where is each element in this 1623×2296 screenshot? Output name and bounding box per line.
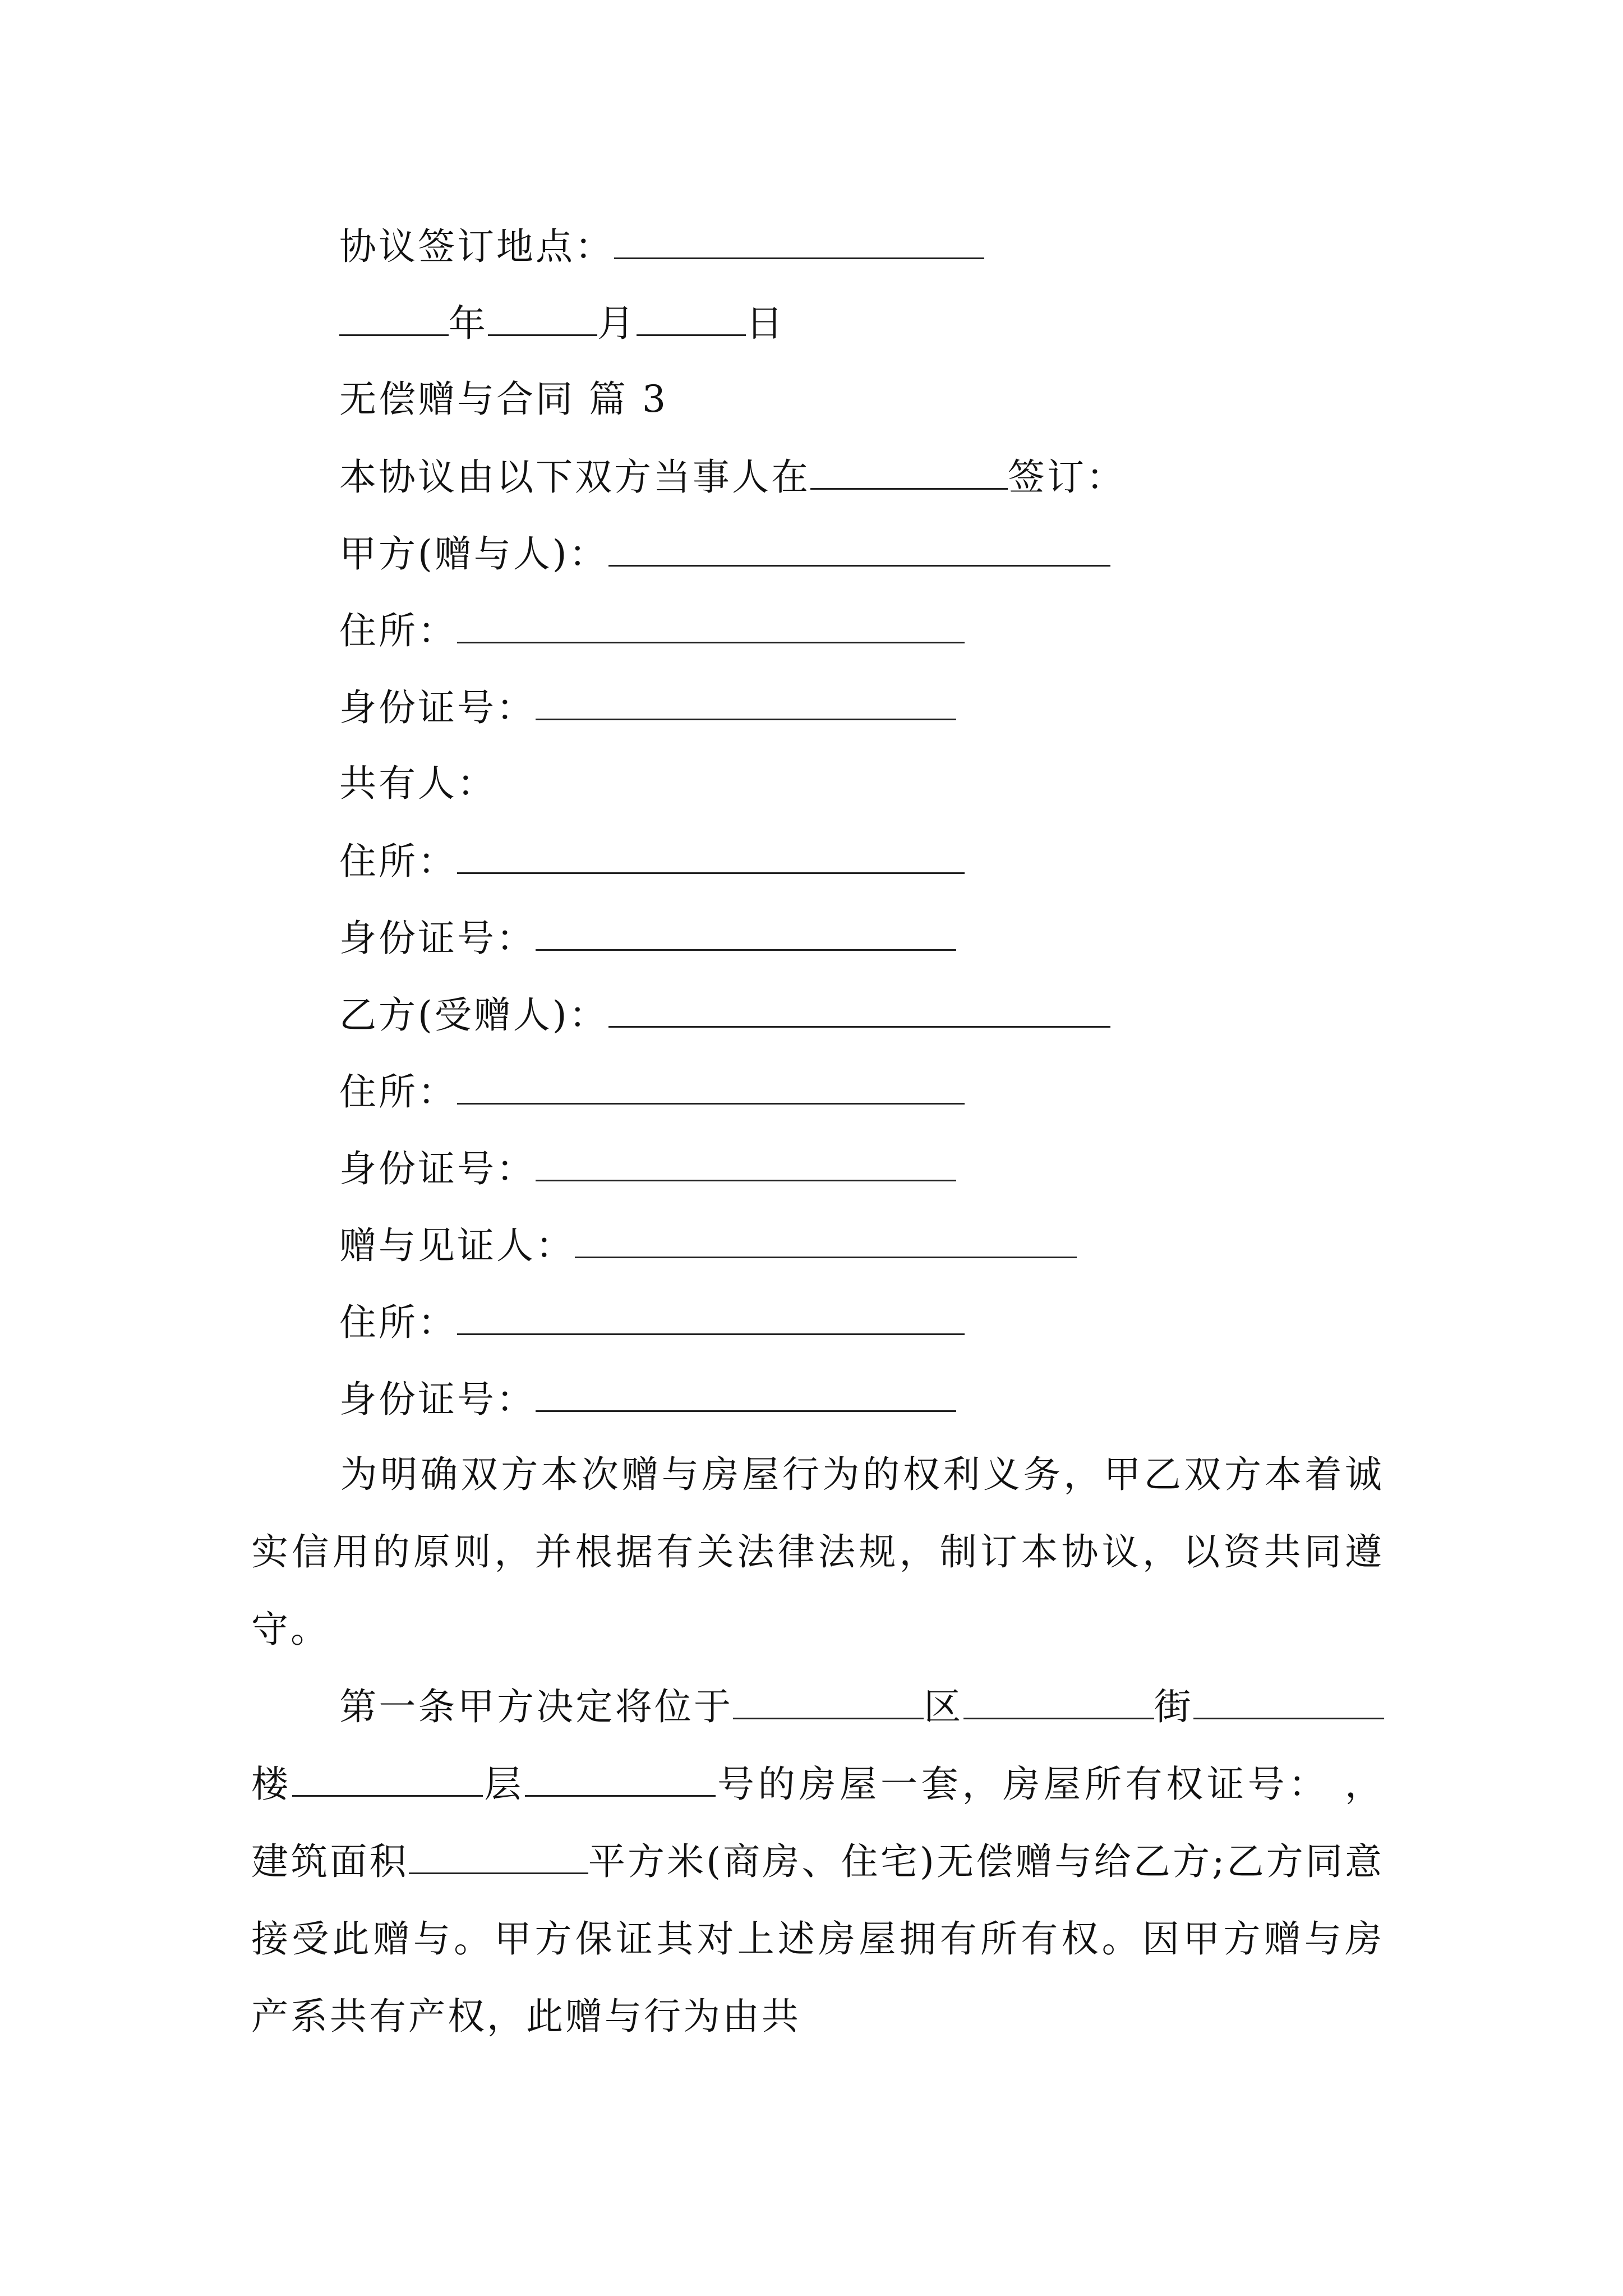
article-one-text-5: 层 (482, 1763, 525, 1806)
co-owner-label: 共有人： (339, 762, 496, 805)
year-blank[interactable] (339, 297, 449, 336)
article-one-text-3: 街 (1154, 1685, 1194, 1728)
room-number-blank[interactable] (525, 1759, 716, 1797)
building-blank[interactable] (1193, 1682, 1384, 1719)
donor-blank[interactable] (608, 528, 1110, 567)
month-label: 月 (597, 302, 637, 345)
sign-place-label: 协议签订地点： (339, 225, 614, 268)
co-owner-id-blank[interactable] (536, 912, 956, 951)
purpose-text: 为明确双方本次赠与房屋行为的权利义务，甲乙双方本着诚实信用的原则，并根据有关法律法规，制订本协议，以资共同遵守。 (251, 1453, 1384, 1651)
article-one-text-7: 平方米(商房、住宅)无偿赠与给乙方;乙方同意接受此赠与。甲方保证其对上述房屋拥有所有权。因甲方赠与房产系共有产权，此赠与行为由共 (251, 1840, 1384, 2038)
article-one-text-4: 楼 (251, 1763, 292, 1806)
donee-blank[interactable] (608, 989, 1110, 1028)
date-line (339, 297, 785, 349)
donor-id-blank[interactable] (536, 682, 956, 720)
co-owner-id-label: 身份证号： (339, 917, 536, 960)
co-owner-address-line (339, 835, 965, 887)
witness-address-label: 住所： (339, 1301, 457, 1344)
article-one-paragraph (251, 1668, 1384, 2055)
donor-line (339, 528, 1110, 579)
purpose-paragraph (251, 1436, 1384, 1668)
area-blank[interactable] (409, 1837, 588, 1874)
sign-place-line (339, 220, 984, 272)
donor-address-blank[interactable] (457, 605, 965, 643)
witness-blank[interactable] (575, 1220, 1077, 1258)
witness-address-blank[interactable] (457, 1296, 965, 1335)
intro-place-blank[interactable] (810, 451, 1008, 490)
donor-label: 甲方(赠与人)： (339, 532, 608, 576)
donee-address-blank[interactable] (457, 1066, 965, 1105)
donee-address-label: 住所： (339, 1070, 457, 1114)
donee-id-line (339, 1143, 956, 1194)
intro-after: 签订： (1008, 455, 1126, 499)
donor-address-label: 住所： (339, 609, 457, 652)
article-one-text-2: 区 (924, 1685, 963, 1728)
donee-id-label: 身份证号： (339, 1147, 536, 1190)
donee-label: 乙方(受赠人)： (339, 993, 608, 1037)
year-label: 年 (449, 302, 488, 345)
donor-address-line (339, 605, 965, 656)
donor-id-label: 身份证号： (339, 686, 536, 729)
district-blank[interactable] (733, 1682, 924, 1719)
day-blank[interactable] (637, 297, 746, 336)
section-title: 无偿赠与合同 篇 3 (339, 378, 668, 421)
floor-blank[interactable] (292, 1759, 483, 1797)
day-label: 日 (746, 302, 785, 345)
co-owner-address-blank[interactable] (457, 835, 965, 874)
month-blank[interactable] (488, 297, 597, 336)
donee-line (339, 989, 1110, 1041)
street-blank[interactable] (963, 1682, 1154, 1719)
co-owner-id-line (339, 912, 956, 964)
sign-place-blank[interactable] (614, 220, 984, 259)
co-owner-line (339, 758, 496, 809)
witness-address-line (339, 1296, 965, 1348)
witness-id-blank[interactable] (536, 1373, 956, 1412)
intro-line (339, 451, 1126, 503)
witness-label: 赠与见证人： (339, 1224, 575, 1267)
witness-id-label: 身份证号： (339, 1378, 536, 1421)
co-owner-address-label: 住所： (339, 840, 457, 883)
donor-id-line (339, 682, 956, 733)
witness-line (339, 1220, 1077, 1271)
donee-address-line (339, 1066, 965, 1117)
witness-id-line (339, 1373, 956, 1425)
article-one-text-1: 第一条甲方决定将位于 (339, 1685, 734, 1728)
intro-before: 本协议由以下双方当事人在 (339, 455, 810, 499)
article-one-text-6: 号的房屋一套，房屋所有权证号： ，建筑面积 (251, 1763, 1385, 1883)
donee-id-blank[interactable] (536, 1143, 956, 1181)
